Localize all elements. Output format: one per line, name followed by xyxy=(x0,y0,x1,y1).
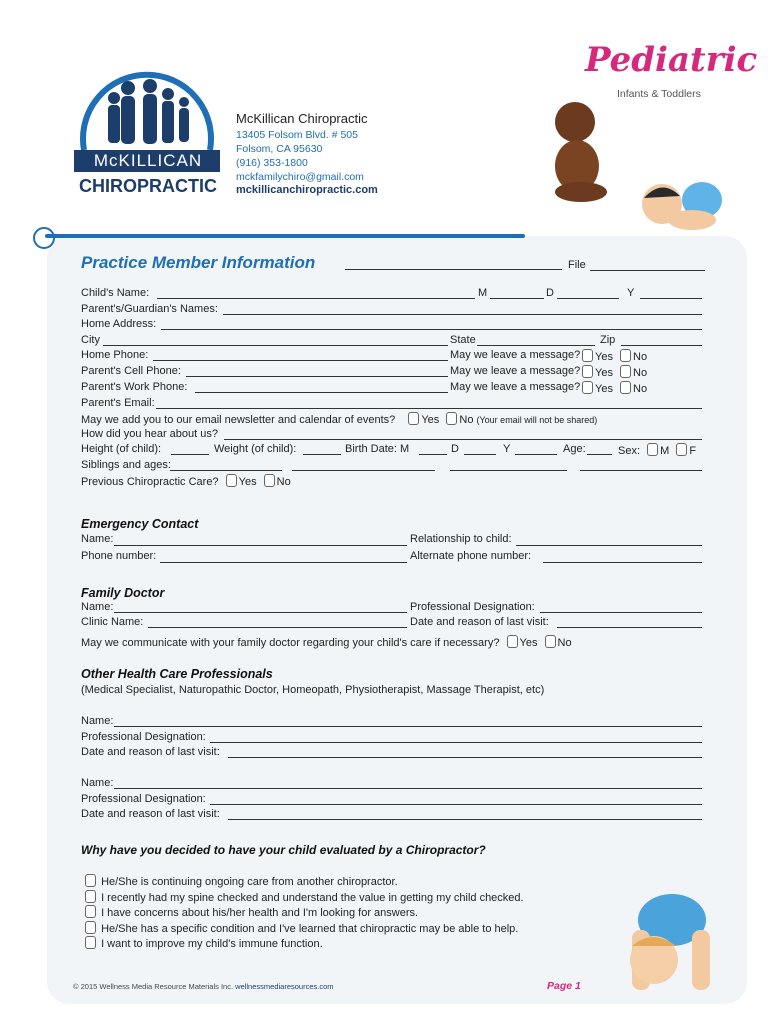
relationship-label: Relationship to child: xyxy=(410,533,512,545)
work-phone-msg-yes-checkbox[interactable] xyxy=(582,381,593,394)
sex-label: Sex: xyxy=(618,445,641,457)
height-label: Height (of child): xyxy=(81,443,162,455)
age-field[interactable] xyxy=(587,454,612,455)
prev-chiro-no-checkbox[interactable] xyxy=(264,474,275,487)
why-option-1-label: He/She is continuing ongoing care from another chiropractor. xyxy=(101,876,398,888)
relationship-field[interactable] xyxy=(516,545,702,546)
clinic-logo xyxy=(72,50,222,202)
dob-m-label: M xyxy=(478,287,488,299)
why-option-3-checkbox[interactable] xyxy=(85,905,96,918)
clinic-email[interactable]: mckfamilychiro@gmail.com xyxy=(236,171,364,183)
why-option-5-label: I want to improve my child's immune function. xyxy=(101,938,323,950)
parents-email-field[interactable] xyxy=(156,408,702,409)
yes-label: Yes xyxy=(238,476,257,488)
city-label: City xyxy=(81,334,100,346)
emergency-title: Emergency Contact xyxy=(81,517,199,531)
hear-about-label: How did you hear about us? xyxy=(81,428,218,440)
siblings-label: Siblings and ages: xyxy=(81,459,171,471)
alt-phone-label: Alternate phone number: xyxy=(410,550,532,562)
emergency-phone-field[interactable] xyxy=(160,562,407,563)
clinic-website[interactable]: mckillicanchiropractic.com xyxy=(236,184,378,196)
zip-label: Zip xyxy=(600,334,616,346)
file-label: File xyxy=(568,259,586,271)
parents-names-field[interactable] xyxy=(223,314,702,315)
childs-name-field[interactable] xyxy=(157,298,475,299)
birth-m-field[interactable] xyxy=(419,454,447,455)
siblings-field-4[interactable] xyxy=(580,470,702,471)
sex-f-checkbox[interactable] xyxy=(676,443,687,456)
yes-label: Yes xyxy=(421,414,440,426)
doctor-name-field[interactable] xyxy=(114,612,407,613)
why-option-1-checkbox[interactable] xyxy=(85,874,96,887)
cell-phone-msg-no-checkbox[interactable] xyxy=(620,365,631,378)
clinic-name: McKillican Chiropractic xyxy=(236,111,368,126)
dob-y-field[interactable] xyxy=(640,298,702,299)
birth-d-field[interactable] xyxy=(464,454,496,455)
clinic-phone: (916) 353-1800 xyxy=(236,157,308,169)
clinic-name-label: Clinic Name: xyxy=(81,616,144,628)
parents-email-label: Parent's Email: xyxy=(81,397,155,409)
home-phone-msg-yes-checkbox[interactable] xyxy=(582,349,593,362)
form-title: Practice Member Information xyxy=(81,253,316,272)
work-phone-label: Parent's Work Phone: xyxy=(81,381,188,393)
communicate-no-checkbox[interactable] xyxy=(545,635,556,648)
work-phone-message-label: May we leave a message? xyxy=(450,381,581,393)
emergency-phone-label: Phone number: xyxy=(81,550,157,562)
home-phone-message-label: May we leave a message? xyxy=(450,349,581,361)
weight-label: Weight (of child): xyxy=(214,443,297,455)
other-hcp-subtitle: (Medical Specialist, Naturopathic Doctor, Homeopath, Physiotherapist, Massage Therapist, etc) xyxy=(81,684,545,696)
dob-d-field[interactable] xyxy=(557,298,619,299)
prev-chiro-label: Previous Chiropractic Care? xyxy=(81,476,219,488)
doctor-last-visit-field[interactable] xyxy=(557,627,702,628)
state-field[interactable] xyxy=(477,345,595,346)
dob-m-field[interactable] xyxy=(490,298,544,299)
birth-y-field[interactable] xyxy=(515,454,557,455)
why-option-4-checkbox[interactable] xyxy=(85,921,96,934)
bending-baby-illustration xyxy=(592,880,732,1015)
childs-name-label: Child's Name: xyxy=(81,287,150,299)
hcp1-designation-field[interactable] xyxy=(210,742,702,743)
hcp1-name-label: Name: xyxy=(81,715,114,727)
doctor-name-label: Name: xyxy=(81,601,114,613)
header-divider xyxy=(45,234,525,238)
newsletter-label: May we add you to our email newsletter and calendar of events? xyxy=(81,414,396,426)
parents-names-label: Parent's/Guardian's Names: xyxy=(81,303,218,315)
birth-date-label: Birth Date: M xyxy=(345,443,410,455)
cell-phone-message-label: May we leave a message? xyxy=(450,365,581,377)
cell-phone-msg-yes-checkbox[interactable] xyxy=(582,365,593,378)
doctor-designation-field[interactable] xyxy=(540,612,702,613)
hcp2-last-visit-label: Date and reason of last visit: xyxy=(81,808,220,820)
newsletter-yes-checkbox[interactable] xyxy=(408,412,419,425)
no-label: No xyxy=(557,637,572,649)
title-underline xyxy=(345,269,562,270)
clinic-address-1: 13405 Folsom Blvd. # 505 xyxy=(236,129,358,141)
pediatric-subtitle: Infants & Toddlers xyxy=(617,88,701,100)
yes-label: Yes xyxy=(595,367,613,379)
prev-chiro-yes-checkbox[interactable] xyxy=(226,474,237,487)
pediatric-title: Pediatric xyxy=(585,40,758,80)
sex-m-label: M xyxy=(660,445,670,457)
communicate-label: May we communicate with your family doctor regarding your child's care if necessary? xyxy=(81,637,500,649)
other-hcp-title: Other Health Care Professionals xyxy=(81,667,273,681)
email-not-shared-note: (Your email will not be shared) xyxy=(476,415,598,425)
home-phone-label: Home Phone: xyxy=(81,349,149,361)
home-phone-field[interactable] xyxy=(153,360,448,361)
newsletter-no-checkbox[interactable] xyxy=(446,412,457,425)
footer-site[interactable]: wellnessmediaresources.com xyxy=(235,982,334,991)
file-field[interactable] xyxy=(590,270,705,271)
header-target-icon xyxy=(33,227,55,249)
hear-about-field[interactable] xyxy=(224,439,702,440)
yes-label: Yes xyxy=(595,383,613,395)
why-option-2-label: I recently had my spine checked and understand the value in getting my child checked. xyxy=(101,892,524,904)
sitting-baby-illustration xyxy=(545,96,615,211)
hcp2-name-label: Name: xyxy=(81,777,114,789)
no-label: No xyxy=(276,476,291,488)
siblings-field-2[interactable] xyxy=(292,470,435,471)
no-label: No xyxy=(633,367,648,379)
birth-d-label: D xyxy=(451,443,459,455)
why-option-4-label: He/She has a specific condition and I've learned that chiropractic may be able to help. xyxy=(101,923,519,935)
no-label: No xyxy=(633,351,648,363)
dob-d-label: D xyxy=(546,287,554,299)
sex-m-checkbox[interactable] xyxy=(647,443,658,456)
zip-field[interactable] xyxy=(621,345,702,346)
family-doctor-title: Family Doctor xyxy=(81,586,165,600)
logo-name-bottom: CHIROPRACTIC xyxy=(79,176,217,196)
communicate-yes-checkbox[interactable] xyxy=(507,635,518,648)
yes-label: Yes xyxy=(595,351,613,363)
hcp2-designation-label: Professional Designation: xyxy=(81,793,206,805)
emergency-name-label: Name: xyxy=(81,533,114,545)
hcp1-last-visit-label: Date and reason of last visit: xyxy=(81,746,220,758)
doctor-last-visit-label: Date and reason of last visit: xyxy=(410,616,549,628)
no-label: No xyxy=(633,383,648,395)
why-option-5-checkbox[interactable] xyxy=(85,936,96,949)
work-phone-field[interactable] xyxy=(195,392,448,393)
weight-field[interactable] xyxy=(303,454,341,455)
work-phone-msg-no-checkbox[interactable] xyxy=(620,381,631,394)
lying-baby-illustration xyxy=(632,174,724,239)
hcp2-designation-field[interactable] xyxy=(210,804,702,805)
why-option-3-label: I have concerns about his/her health and I'm looking for answers. xyxy=(101,907,419,919)
page-number: Page 1 xyxy=(547,980,581,992)
doctor-designation-label: Professional Designation: xyxy=(410,601,535,613)
no-label: No xyxy=(459,414,474,426)
siblings-field-1[interactable] xyxy=(170,470,282,471)
height-field[interactable] xyxy=(171,454,209,455)
hcp2-name-field[interactable] xyxy=(114,788,702,789)
clinic-name-field[interactable] xyxy=(148,627,407,628)
home-phone-msg-no-checkbox[interactable] xyxy=(620,349,631,362)
home-address-label: Home Address: xyxy=(81,318,157,330)
hcp1-designation-label: Professional Designation: xyxy=(81,731,206,743)
hcp1-name-field[interactable] xyxy=(114,726,702,727)
footer-copyright: © 2015 Wellness Media Resource Materials Inc. xyxy=(73,982,234,991)
yes-label: Yes xyxy=(519,637,538,649)
clinic-address-2: Folsom, CA 95630 xyxy=(236,143,323,155)
age-label: Age: xyxy=(563,443,586,455)
why-option-2-checkbox[interactable] xyxy=(85,890,96,903)
cell-phone-label: Parent's Cell Phone: xyxy=(81,365,181,377)
sex-f-label: F xyxy=(689,445,697,457)
hcp2-last-visit-field[interactable] xyxy=(228,819,702,820)
logo-name-top: McKILLICAN xyxy=(93,151,203,170)
siblings-field-3[interactable] xyxy=(450,470,567,471)
emergency-name-field[interactable] xyxy=(114,545,407,546)
dob-y-label: Y xyxy=(627,287,635,299)
hcp1-last-visit-field[interactable] xyxy=(228,757,702,758)
birth-y-label: Y xyxy=(503,443,511,455)
cell-phone-field[interactable] xyxy=(186,376,448,377)
alt-phone-field[interactable] xyxy=(543,562,702,563)
city-field[interactable] xyxy=(103,345,448,346)
home-address-field[interactable] xyxy=(161,329,702,330)
state-label: State xyxy=(450,334,476,346)
why-title: Why have you decided to have your child evaluated by a Chiropractor? xyxy=(81,843,486,857)
